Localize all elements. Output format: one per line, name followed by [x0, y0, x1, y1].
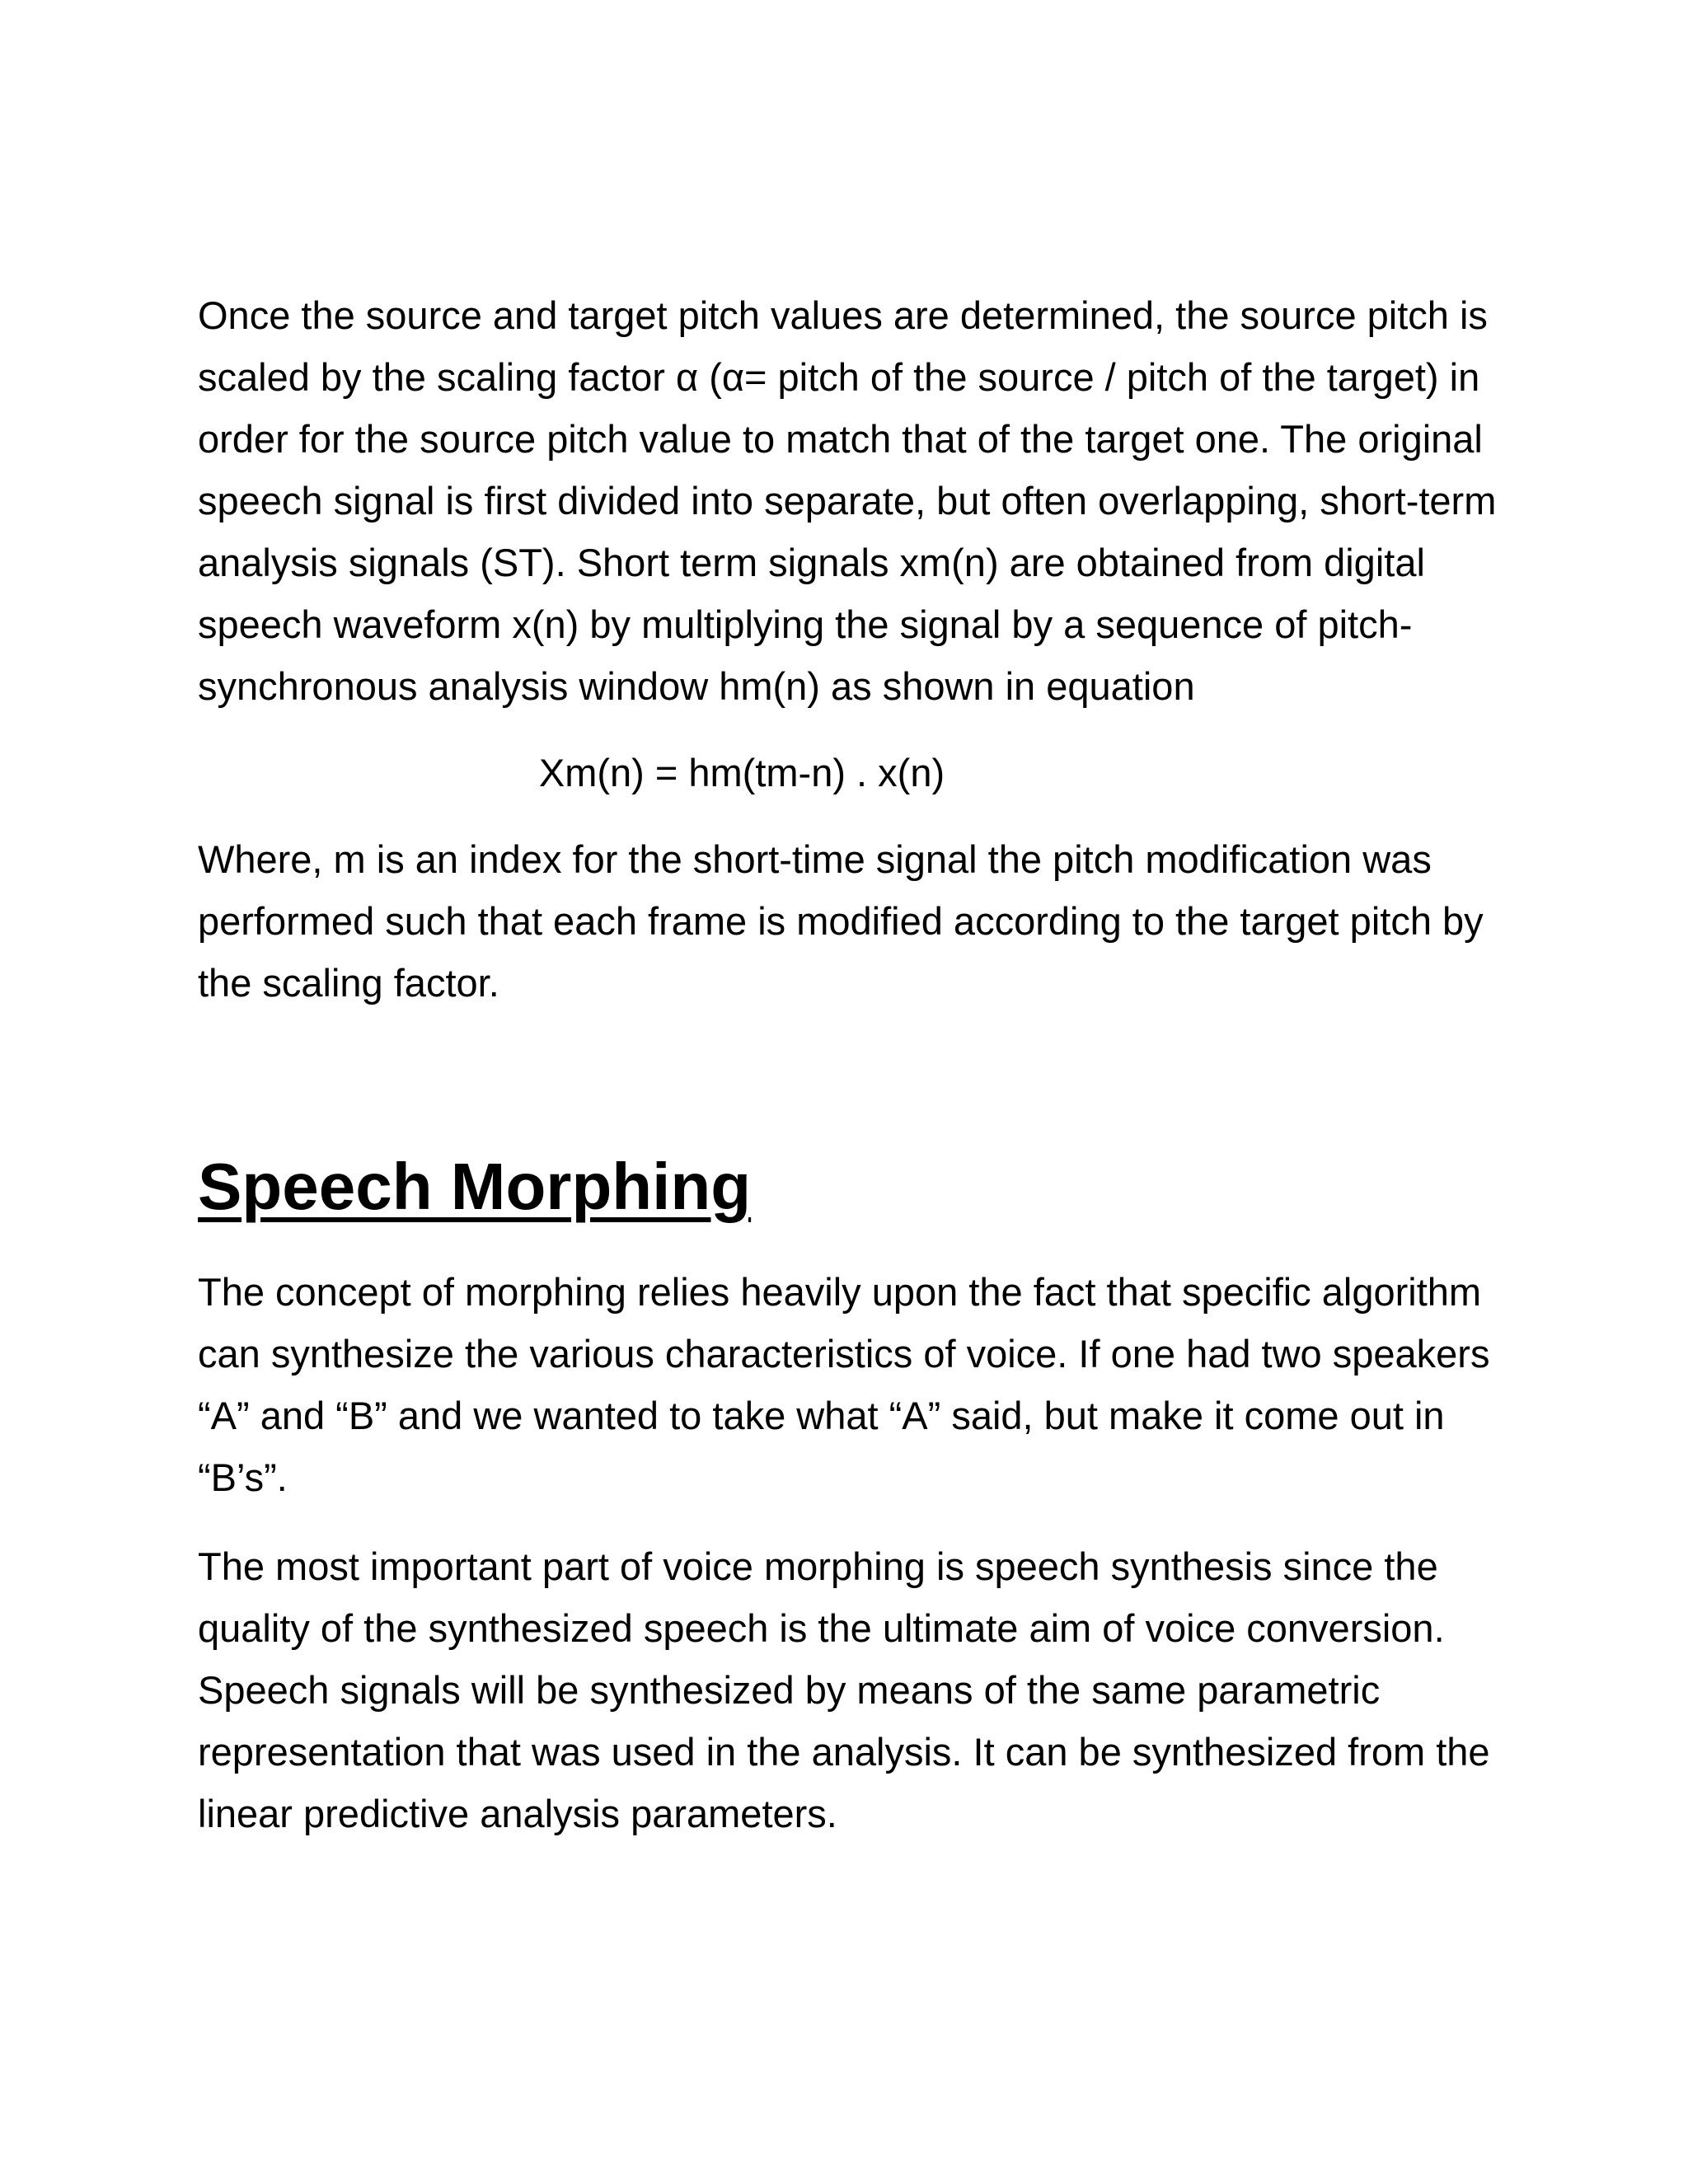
paragraph-speech-synthesis: The most important part of voice morphing is speech synthesis since the quality of the synthesized speech is the ultimate aim of voice conversion. Speech signals will be synthesized by means of the same parametric representation that was used in the analysis. It can be synthesized from the linear predictive analysis parameters.: [198, 1544, 1490, 1835]
paragraph-pitch-scaling: Once the source and target pitch values are determined, the source pitch is scaled by the scaling factor α (α= pitch of the source / pitch of the target) in order for the source pitch value to match that of the target one. The original speech signal is first divided into separate, but often overlapping, short-term analysis signals (ST). Short term signals xm(n) are obtained from digital speech waveform x(n) by multiplying the signal by a sequence of pitch-synchronous analysis window hm(n) as shown in equation: [198, 293, 1497, 708]
equation-short-term-signal: Xm(n) = hm(tm-n) . x(n): [538, 751, 945, 794]
document-content: [198, 284, 1508, 1844]
paragraph-morphing-concept: The concept of morphing relies heavily upon the fact that specific algorithm can synthesize the various characteristics of voice. If one had two speakers “A” and “B” and we wanted to take what “A” said, but make it come out in “B’s”.: [198, 1270, 1490, 1499]
section-heading-speech-morphing: Speech Morphing: [198, 1150, 752, 1223]
paragraph-pitch-modification: Where, m is an index for the short-time signal the pitch modification was performed such that each frame is modified according to the target pitch by the scaling factor.: [198, 837, 1484, 1005]
